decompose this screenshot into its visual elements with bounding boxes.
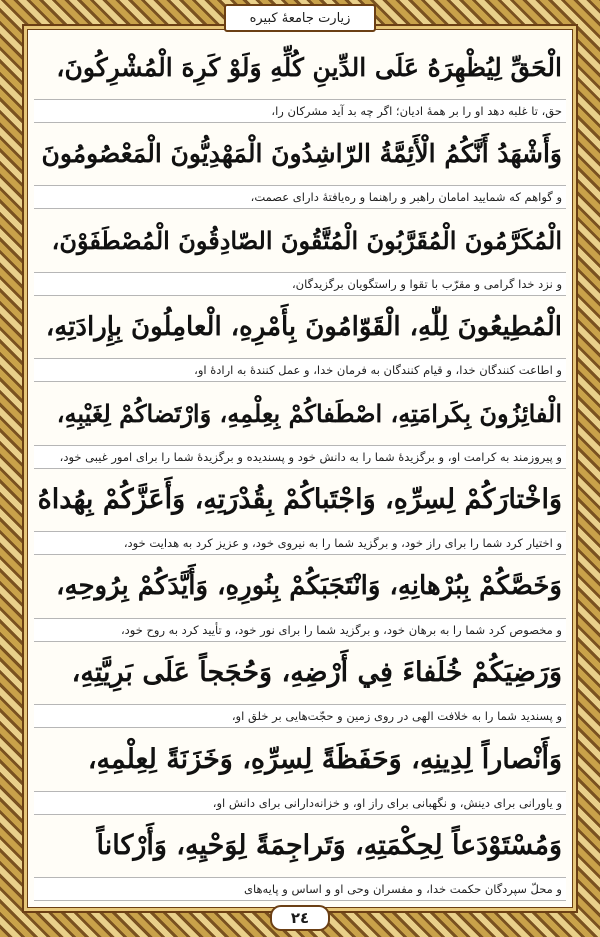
arabic-line: الْمُكَرَّمُونَ الْمُقَرَّبُونَ الْمُتَّقُونَ الصّادِقُونَ الْمُصْطَفَوْنَ، [51, 225, 562, 255]
persian-translation: حق، تا غلبه دهد او را بر همهٔ ادیان؛ اگر چه بد آید مشرکان را، [34, 99, 566, 123]
persian-translation: و پسندید شما را به خلافت الهی در روی زمین و حجّت‌هایی بر خلق او، [34, 704, 566, 728]
text-content [34, 36, 566, 901]
arabic-line: وَرَضِيَكُمْ خُلَفاءَ فِي أَرْضِهِ، وَحُجَجاً عَلَى بَرِيَّتِهِ، [71, 657, 562, 689]
page-title-text: زیارت جامعهٔ کبیره [249, 10, 351, 26]
page-number-badge [270, 905, 330, 931]
verse-block [34, 815, 566, 902]
arabic-line: الْمُطِيعُونَ لِلّٰهِ، الْقَوّامُونَ بِأَمْرِهِ، الْعامِلُونَ بِإِرادَتِهِ، [45, 311, 562, 342]
verse-block [34, 209, 566, 296]
persian-translation: و اطاعت کنندگان خدا، و قیام کنندگان به فرمان خدا، و عمل کنندهٔ به ارادهٔ او، [34, 358, 566, 382]
persian-translation: و گواهم که شمایید امامان راهبر و راهنما و ره‌یافتهٔ دارای عصمت، [34, 185, 566, 209]
arabic-line: الْفائِزُونَ بِكَرامَتِهِ، اصْطَفاكُمْ بِعِلْمِهِ، وَارْتَضاكُمْ لِغَيْبِهِ، [56, 398, 562, 428]
persian-translation: و مخصوص کرد شما را به برهان خود، و برگزید شما را برای نور خود، و تأیید کرد به روح خود، [34, 618, 566, 642]
verse-block [34, 728, 566, 815]
arabic-line: وَخَصَّكُمْ بِبُرْهانِهِ، وَانْتَجَبَكُمْ بِنُورِهِ، وَأَيَّدَكُمْ بِرُوحِهِ، [56, 571, 562, 602]
persian-translation: و یاورانی برای دینش، و نگهبانی برای راز او، و خزانه‌دارانی برای دانش او، [34, 791, 566, 815]
arabic-line: وَأَشْهَدُ أَنَّكُمُ الْأَئِمَّةُ الرّاشِدُونَ الْمَهْدِيُّونَ الْمَعْصُومُونَ [41, 139, 562, 169]
verse-block [34, 36, 566, 123]
verse-block [34, 123, 566, 210]
verse-block [34, 555, 566, 642]
arabic-line: وَاخْتارَكُمْ لِسِرِّهِ، وَاجْتَباكُمْ بِقُدْرَتِهِ، وَأَعَزَّكُمْ بِهُداهُ [37, 484, 562, 516]
verse-block [34, 382, 566, 469]
persian-translation: و محلّ سپردگان حکمت خدا، و مفسران وحی او و اساس و پایه‌های [34, 877, 566, 901]
persian-translation: و اختیار کرد شما را برای راز خود، و برگزید شما را به نیروی خود، و عزیز کرد به هدایت خود، [34, 531, 566, 555]
arabic-line: الْحَقِّ لِيُظْهِرَهُ عَلَى الدِّينِ كُلِّهِ وَلَوْ كَرِهَ الْمُشْرِكُونَ، [56, 52, 562, 82]
verse-block [34, 642, 566, 729]
persian-translation: و پیروزمند به کرامت او، و برگزیدهٔ شما را به دانش خود و پسندیده و برگزیدهٔ شما را برای امور غیبی خود، [34, 445, 566, 469]
arabic-line: وَمُسْتَوْدَعاً لِحِكْمَتِهِ، وَتَراجِمَةً لِوَحْيِهِ، وَأَرْكاناً [96, 830, 562, 862]
persian-translation: و نزد خدا گرامی و مقرّب با تقوا و راستگویان برگزیدگان، [34, 272, 566, 296]
page-title [224, 4, 376, 32]
arabic-line: وَأَنْصاراً لِدِينِهِ، وَحَفَظَةً لِسِرِّهِ، وَخَزَنَةً لِعِلْمِهِ، [87, 743, 562, 775]
page-number: ٢٤ [290, 909, 310, 927]
verse-block [34, 469, 566, 556]
verse-block [34, 296, 566, 383]
